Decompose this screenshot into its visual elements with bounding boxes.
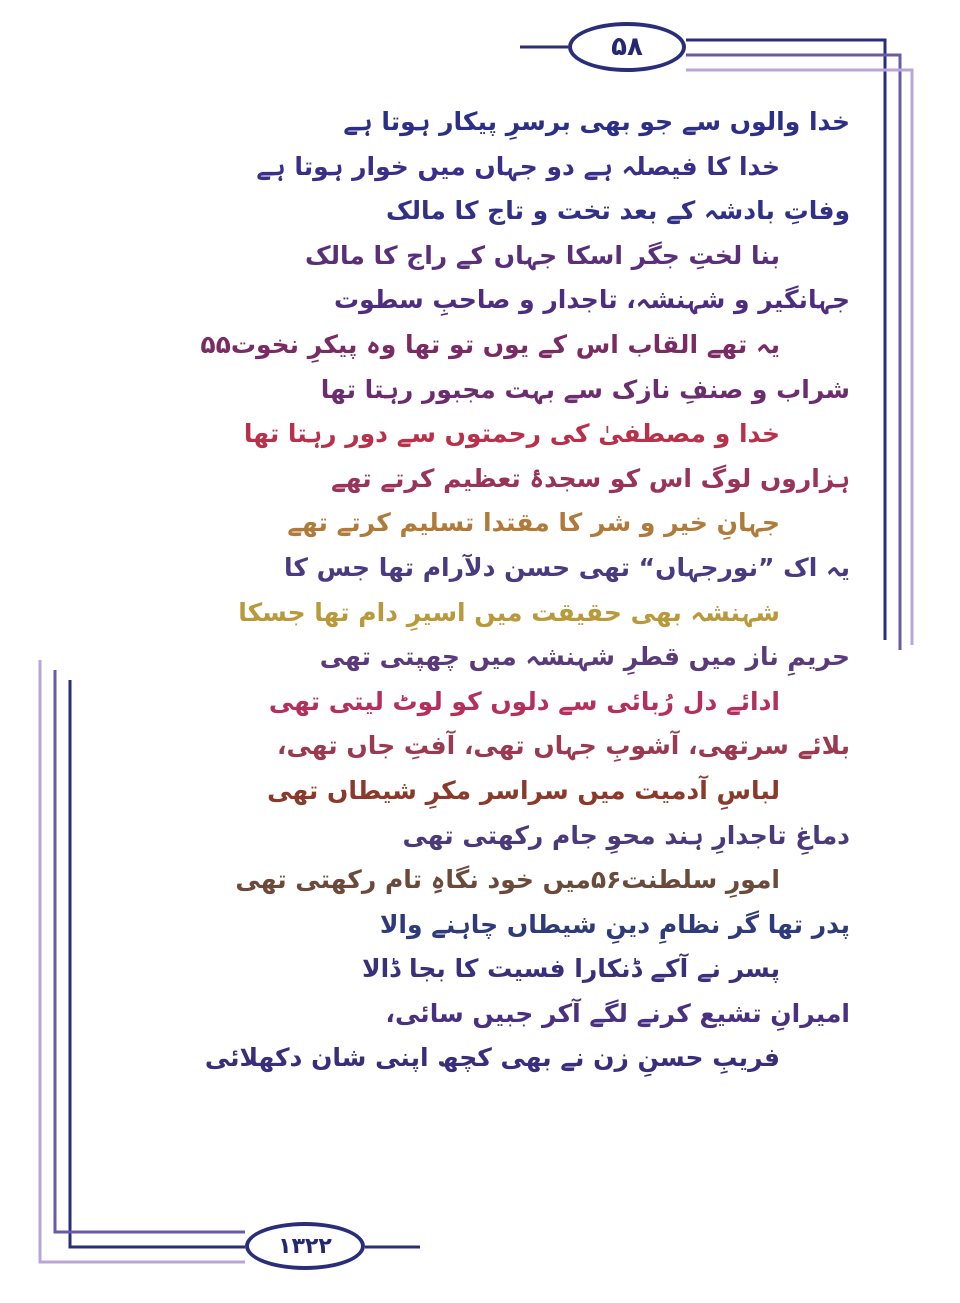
footer-number: ۱۳۲۲: [278, 1233, 332, 1259]
poem-line: جہانگیر و شہنشہ، تاجدار و صاحبِ سطوت: [333, 285, 850, 315]
poem-line: خدا و مصطفیٰ کی رحمتوں سے دور رہتا تھا: [243, 419, 780, 449]
poem-line: لباسِ آدمیت میں سراسر مکرِ شیطاں تھی: [267, 775, 780, 805]
poem-line: یہ اک ”نورجہاں“ تھی حسن دلآرام تھا جس کا: [284, 552, 850, 582]
poem-line: فریبِ حسنِ زن نے بھی کچھ اپنی شان دکھلائی: [204, 1043, 780, 1073]
page-number-badge: [568, 22, 686, 72]
poem-line: بنا لختِ جگر اسکا جہاں کے راج کا مالک: [305, 240, 780, 270]
poem-line: شراب و صنفِ نازک سے بہت مجبور رہتا تھا: [320, 374, 850, 404]
footer-number-badge: [245, 1222, 365, 1270]
poem-line: حریمِ ناز میں قطرِ شہنشہ میں چھپتی تھی: [319, 642, 850, 672]
poem-line: خدا والوں سے جو بھی برسرِ پیکار ہوتا ہے: [343, 107, 850, 136]
poem-text: [80, 100, 850, 1081]
poem-line: ادائے دل رُبائی سے دلوں کو لوٹ لیتی تھی: [268, 686, 780, 716]
poem-line: یہ تھے القاب اس کے یوں تو تھا وہ پیکرِ نخوت۵۵: [200, 329, 780, 359]
poem-line: امورِ سلطنت۵۶میں خود نگاہِ تام رکھتی تھی: [235, 865, 780, 895]
poem-line: امیرانِ تشیع کرنے لگے آکر جبیں سائی،: [385, 998, 850, 1028]
poem-line: شہنشہ بھی حقیقت میں اسیرِ دام تھا جسکا: [238, 597, 780, 627]
poem-line: بلائے سرتھی، آشوبِ جہاں تھی، آفتِ جاں تھی،: [277, 731, 850, 761]
poem-line: پدر تھا گر نظامِ دینِ شیطاں چاہنے والا: [379, 909, 850, 939]
poem-line: ہزاروں لوگ اس کو سجدۂ تعظیم کرتے تھے: [331, 463, 850, 493]
poem-line: دماغِ تاجدارِ ہند محوِ جام رکھتی تھی: [402, 820, 850, 850]
poem-line: جہانِ خیر و شر کا مقتدا تسلیم کرتے تھے: [287, 508, 780, 538]
poem-line: پسر نے آکے ڈنکارا فسیت کا بجا ڈالا: [361, 954, 780, 984]
poem-line: وفاتِ بادشہ کے بعد تخت و تاج کا مالک: [386, 196, 850, 226]
page-number: ۵۸: [611, 32, 643, 62]
poem-line: خدا کا فیصلہ ہے دو جہاں میں خوار ہوتا ہے: [256, 151, 780, 181]
